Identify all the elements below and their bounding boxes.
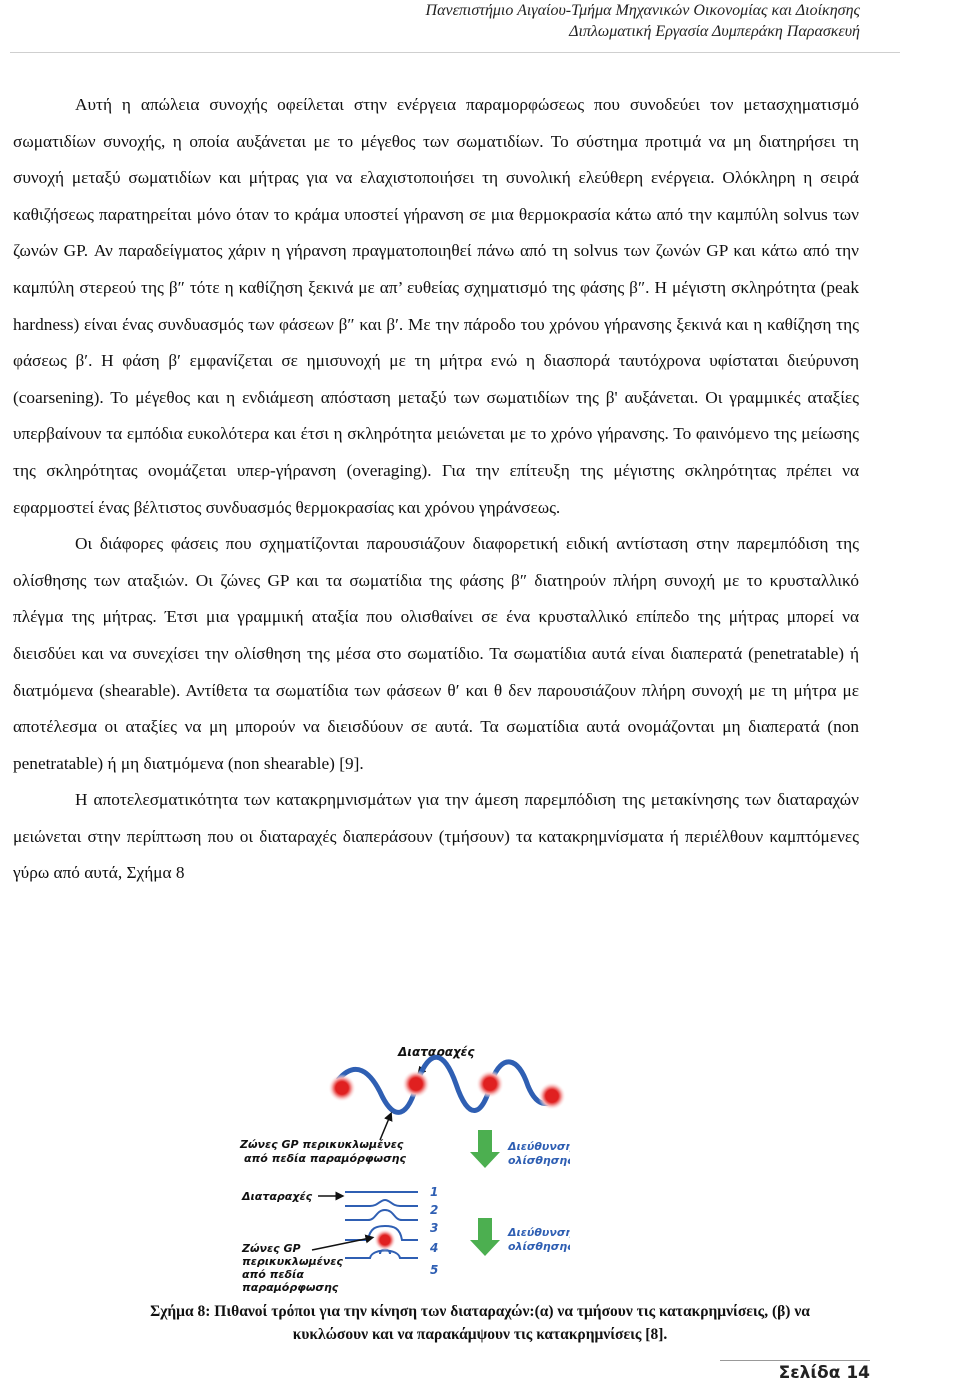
step-number-4: 4 xyxy=(430,1241,439,1255)
particle xyxy=(538,1082,566,1110)
particle xyxy=(328,1074,356,1102)
paragraph-3: Η αποτελεσματικότητα των κατακρημνισμάτων για την άμεση παρεμπόδιση της μετακίνησης των διαταραχών μειώνεται στην περίπτωση που οι διαταραχές διαπεράσουν (τμήσουν) τα κατακρημνίσματα ή περιέλθουν καμπτόμενες γύρω από αυτά, Σχήμα 8 xyxy=(13,790,859,883)
particle xyxy=(374,1229,396,1251)
label-gp-zones-bottom-3: από πεδία xyxy=(242,1268,304,1281)
figure-caption xyxy=(60,1300,900,1346)
dislocation-line-2 xyxy=(345,1200,418,1206)
caption-line-1: Σχήμα 8: Πιθανοί τρόποι για την κίνηση των διαταραχών:(α) να τμήσουν τις κατακρημνίσεις, (β) να xyxy=(150,1303,810,1320)
label-slip-direction-top-2: ολίσθησης xyxy=(508,1154,570,1167)
body-text xyxy=(13,87,859,892)
dislocation-line-3 xyxy=(345,1210,418,1220)
particle xyxy=(476,1070,504,1098)
particle xyxy=(402,1070,430,1098)
step-number-2: 2 xyxy=(430,1203,439,1217)
label-dislocations-bottom: Διαταραχές xyxy=(242,1190,313,1203)
dislocation-diagram xyxy=(230,1040,570,1296)
pointer-arrow xyxy=(312,1238,370,1250)
slip-direction-arrow-top xyxy=(470,1130,500,1168)
step-number-1: 1 xyxy=(430,1185,439,1199)
page-number: Σελίδα 14 xyxy=(778,1363,870,1383)
curved-dislocation-line xyxy=(338,1057,558,1112)
label-slip-direction-bottom-1: Διεύθυνση xyxy=(508,1226,570,1239)
caption-line-2: κυκλώσουν και να παρακάμψουν τις κατακρημνίσεις [8]. xyxy=(292,1326,668,1343)
footer-divider xyxy=(720,1360,870,1361)
header-thesis: Διπλωματική Εργασία Δυμπεράκη Παρασκευή xyxy=(569,23,860,40)
slip-direction-arrow-bottom xyxy=(470,1218,500,1256)
label-gp-zones-top-2: από πεδία παραμόρφωσης xyxy=(244,1152,406,1165)
pointer-arrow xyxy=(380,1116,390,1140)
label-slip-direction-bottom-2: ολίσθησης xyxy=(508,1240,570,1253)
page-header xyxy=(100,0,860,42)
step-number-5: 5 xyxy=(430,1263,439,1277)
paragraph-1: Αυτή η απώλεια συνοχής οφείλεται στην ενέργεια παραμορφώσεως που συνοδεύει τον μετασχηματισμό σωματιδίων συνοχής, η οποία αυξάνεται με το μέγεθος των σωματιδίων. Το σύστημα προτιμά να μη διατηρήσει τη συνοχή μεταξύ σωματιδίων και μήτρας για να ελαχιστοποιήσει τη συνολική ελεύθερη ενέργεια. Ολόκληρη η σειρά καθιζήσεως παρατηρείται μόνο όταν το κράμα υποστεί γήρανση σε μια θερμοκρασία κάτω από την καμπύλη solvus των ζωνών GP. Αν παραδείγματος χάριν η γήρανση πραγματοποιηθεί πάνω από τη solvus των ζωνών GP και κάτω από την καμπύλη στερεού της β″ τότε η καθίζηση ξεκινά με απ’ ευθείας σχηματισμό της φάσης β″. Η μέγιστη σκληρότητα (peak hardness) είναι ένας συνδυασμός των φάσεων β″ και β′. Με την πάροδο του χρόνου γήρανσης ξεκινά και η καθίζηση της φάσεως β′. Η φάση β′ εμφανίζεται σε ημισυνοχή με τη μήτρα ενώ η διασπορά ταυτόχρονα υφίσταται διεύρυνση (coarsening). Το μέγεθος και η ενδιάμεση απόσταση μεταξύ των σωματιδίων της β' αυξάνεται. Οι γραμμικές αταξίες υπερβαίνουν τα εμπόδια ευκολότερα και έτσι η σκληρότητα μειώνεται με το χρόνο γήρανσης. Το φαινόμενο της μείωσης της σκληρότητας ονομάζεται υπερ-γήρανση (overaging). Για την επίτευξη της μέγιστης σκληρότητας πρέπει να εφαρμοστεί ένας βέλτιστος συνδυασμός θερμοκρασίας και χρόνου γηράνσεως. xyxy=(13,95,859,517)
label-gp-zones-top-1: Ζώνες GP περικυκλωμένες xyxy=(240,1138,404,1151)
header-university: Πανεπιστήμιο Αιγαίου-Τμήμα Μηχανικών Οικονομίας και Διοίκησης xyxy=(425,2,860,19)
label-gp-zones-bottom-2: περικυκλωμένες xyxy=(242,1255,343,1268)
dislocation-line-5 xyxy=(345,1250,418,1259)
figure-8 xyxy=(230,1040,570,1296)
label-gp-zones-bottom-4: παραμόρφωσης xyxy=(242,1281,339,1294)
header-divider xyxy=(10,52,900,53)
label-slip-direction-top-1: Διεύθυνση xyxy=(508,1140,570,1153)
label-dislocations-top: Διαταραχές xyxy=(398,1045,475,1059)
label-gp-zones-bottom-1: Ζώνες GP xyxy=(242,1242,301,1255)
paragraph-2: Οι διάφορες φάσεις που σχηματίζονται παρουσιάζουν διαφορετική ειδική αντίσταση στην παρεμπόδιση της ολίσθησης των αταξιών. Οι ζώνες GP και τα σωματίδια της φάσης β″ διατηρούν πλήρη συνοχή με το κρυσταλλικό πλέγμα της μήτρας. Έτσι μια γραμμική αταξία που ολισθαίνει σε ένα κρυσταλλικό επίπεδο της μήτρας μπορεί να διεισδύει και να συνεχίσει την ολίσθηση της μέσα στο σωματίδιο. Τα σωματίδια αυτά είναι διαπερατά (penetratable) ή διατμόμενα (shearable). Αντίθετα τα σωματίδια των φάσεων θ′ και θ δεν παρουσιάζουν πλήρη συνοχή με τη μήτρα με αποτέλεσμα οι αταξίες να μη μπορούν να διεισδύουν σε αυτά. Τα σωματίδια αυτά ονομάζονται μη διαπερατά (non penetratable) ή μη διατμόμενα (non shearable) [9]. xyxy=(13,534,859,773)
step-number-3: 3 xyxy=(430,1221,439,1235)
